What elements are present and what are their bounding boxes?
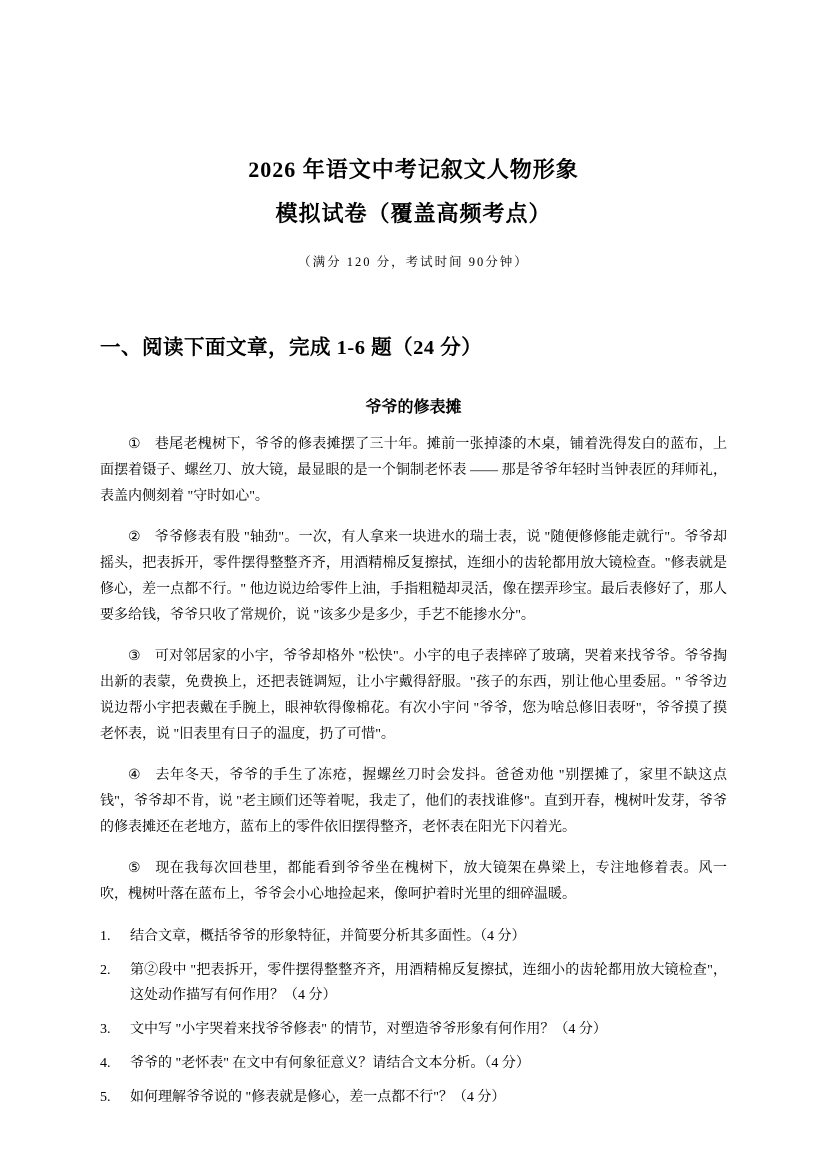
article-paragraph-1: [100, 432, 727, 510]
question-text: 如何理解爷爷说的 "修表就是修心，差一点都不行"？（4 分）: [130, 1090, 506, 1105]
question-text: 文中写 "小宇哭着来找爷爷修表" 的情节，对塑造爷爷形象有何作用？（4 分）: [130, 1022, 607, 1037]
article-paragraph-5: [100, 856, 727, 908]
paragraph-marker: ④: [128, 768, 141, 783]
article-paragraph-2: [100, 525, 727, 629]
question-item-4: [100, 1051, 727, 1076]
question-text: 结合文章，概括爷爷的形象特征，并简要分析其多面性。（4 分）: [130, 929, 526, 944]
question-item-5: [100, 1085, 727, 1110]
article-paragraph-4: [100, 763, 727, 841]
question-number: 3.: [100, 1022, 111, 1037]
paragraph-text: 现在我每次回巷里，都能看到爷爷坐在槐树下，放大镜架在鼻梁上，专注地修着表。风一吹，槐树叶落在蓝布上，爷爷会小心地捡起来，像呵护着时光里的细碎温暖。: [100, 861, 727, 902]
article-title: 爷爷的修表摊: [365, 399, 462, 416]
question-text: 爷爷的 "老怀表" 在文中有何象征意义？请结合文本分析。（4 分）: [130, 1056, 530, 1071]
paragraph-marker: ②: [128, 530, 141, 545]
question-number: 4.: [100, 1056, 111, 1071]
paragraph-marker: ⑤: [128, 861, 141, 876]
question-item-3: [100, 1017, 727, 1042]
question-number: 1.: [100, 929, 111, 944]
question-list: [100, 924, 727, 1110]
article-paragraph-3: [100, 644, 727, 748]
exam-subtitle: （满分 120 分，考试时间 90分钟）: [298, 255, 529, 269]
question-item-2: [100, 958, 727, 1008]
exam-title-line-1: 2026 年语文中考记叙文人物形象: [248, 157, 579, 182]
article-body: [100, 432, 727, 908]
paragraph-text: 巷尾老槐树下，爷爷的修表摊摆了三十年。摊前一张掉漆的木桌，铺着洗得发白的蓝布，上面摆着镊子、螺丝刀、放大镜，最显眼的是一个铜制老怀表 —— 那是爷爷年轻时当钟表匠的拜师礼，表盖内侧刻着 "守时如心"。: [100, 437, 727, 504]
paragraph-text: 爷爷修表有股 "轴劲"。一次，有人拿来一块进水的瑞士表，说 "随便修修能走就行"。爷爷却摇头，把表拆开，零件摆得整整齐齐，用酒精棉反复擦拭，连细小的齿轮都用放大镜检查。"修表就是修心，差一点都不行。" 他边说边给零件上油，手指粗糙却灵活，像在摆弄珍宝。最后表修好了，那人要多给钱，爷爷只收了常规价，说 "该多少是多少，手艺不能掺水分"。: [100, 530, 727, 623]
exam-title-line-2: 模拟试卷（覆盖高频考点）: [275, 201, 552, 226]
question-item-1: [100, 924, 727, 949]
paragraph-text: 可对邻居家的小宇，爷爷却格外 "松快"。小宇的电子表摔碎了玻璃，哭着来找爷爷。爷爷掏出新的表蒙，免费换上，还把表链调短，让小宇戴得舒服。"孩子的东西，别让他心里委屈。" 爷爷边说边帮小宇把表戴在手腕上，眼神软得像棉花。有次小宇问 "爷爷，您为啥总修旧表呀"，爷爷摸了摸老怀表，说 "旧表里有日子的温度，扔了可惜"。: [100, 649, 727, 742]
question-number: 2.: [100, 963, 111, 978]
question-number: 5.: [100, 1090, 111, 1105]
paragraph-marker: ③: [128, 649, 141, 664]
paragraph-text: 去年冬天，爷爷的手生了冻疮，握螺丝刀时会发抖。爸爸劝他 "别摆摊了，家里不缺这点钱"，爷爷却不肯，说 "老主顾们还等着呢，我走了，他们的表找谁修"。直到开春，槐树叶发芽，爷爷的修表摊还在老地方，蓝布上的零件依旧摆得整齐，老怀表在阳光下闪着光。: [100, 768, 727, 835]
paragraph-marker: ①: [128, 437, 141, 452]
question-text: 第②段中 "把表拆开，零件摆得整整齐齐，用酒精棉反复擦拭，连细小的齿轮都用放大镜检查"，这处动作描写有何作用？（4 分）: [130, 963, 727, 1003]
section-heading: 一、阅读下面文章，完成 1-6 题（24 分）: [100, 337, 483, 359]
